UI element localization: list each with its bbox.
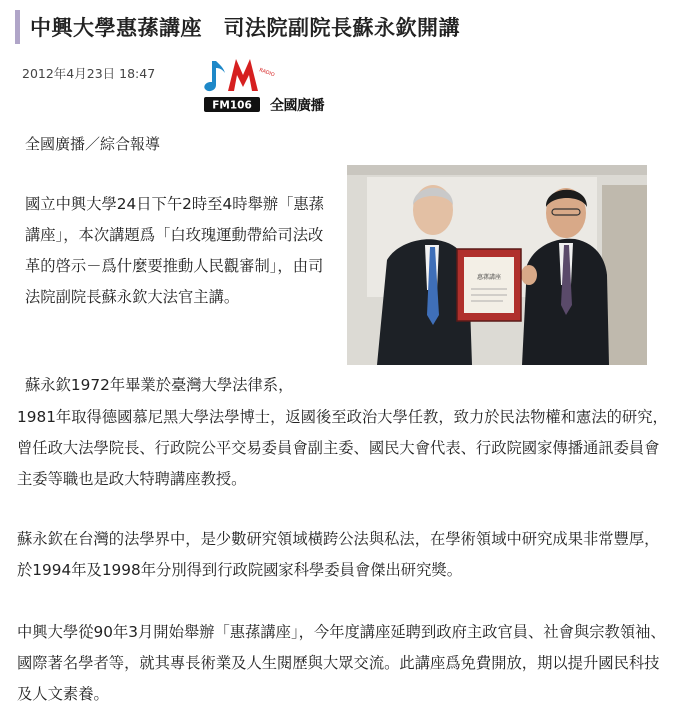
logo-station-name: 全國廣播: [270, 98, 324, 114]
plaque-text: 惠蓀講座: [476, 274, 502, 281]
article-paragraph-2-rest: 1981年取得德國慕尼黑大學法學博士，返國後至政治大學任教，致力於民法物權和憲法的研究，曾任政大法學院長、行政院公平交易委員會副主委、國民大會代表、行政院國家傳播通訊委員會主委等職也是政大特聘講座教授。: [17, 408, 668, 488]
article-paragraph-2-start: 蘇永欽1972年畢業於臺灣大學法律系，: [25, 376, 294, 394]
photo-illustration: [347, 165, 647, 365]
article-paragraph-1: 國立中興大學24日下午2時至4時舉辦「惠蓀講座」，本次講題爲「白玫瑰運動帶給司法改革的啓示－爲什麼要推動人民觀審制」，由司法院副院長蘇永欽大法官主講。: [25, 195, 324, 306]
logo-radio-text: RADIO: [258, 67, 276, 79]
article-photo: [347, 165, 647, 365]
logo-badge-text: FM106: [212, 99, 252, 112]
article-byline: 全國廣播／綜合報導: [25, 135, 161, 153]
article-title: 中興大學惠蓀講座 司法院副院長蘇永欽開講: [30, 16, 460, 40]
article-title-bar: [15, 10, 460, 44]
publish-timestamp: 2012年4月23日 18:47: [22, 66, 156, 81]
article-paragraph-3: 蘇永欽在台灣的法學界中，是少數研究領域橫跨公法與私法，在學術領域中研究成果非常豐厚，於1994年及1998年分別得到行政院國家科學委員會傑出研究獎。: [17, 530, 660, 579]
article-paragraph-4: 中興大學從90年3月開始舉辦「惠蓀講座」，今年度講座延聘到政府主政官員、社會與宗教領袖、國際著名學者等，就其專長術業及人生閱歷與大眾交流。此講座爲免費開放，期以提升國民科技及人文素養。: [17, 623, 666, 703]
